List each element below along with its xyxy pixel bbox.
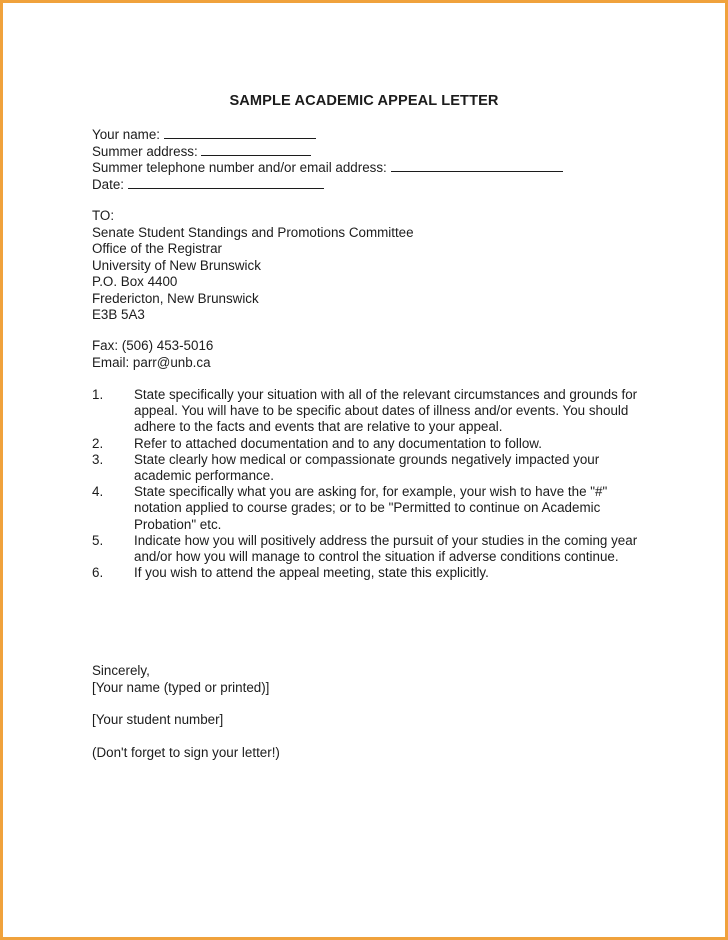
item-number: 3.	[92, 451, 104, 467]
letter-closing	[92, 663, 280, 761]
item-text: If you wish to attend the appeal meeting, state this explicitly.	[134, 565, 489, 581]
fax-number: Fax: (506) 453-5016	[92, 338, 214, 353]
item-text: State specifically what you are asking for, for example, your wish to have the "#" notation applied to course grades; or to be "Permitted to continue on Academic Probation" etc.	[134, 484, 608, 532]
field-summer-address	[92, 144, 563, 161]
page-title: SAMPLE ACADEMIC APPEAL LETTER	[229, 93, 499, 109]
to-heading: TO:	[92, 208, 115, 223]
address-line: Fredericton, New Brunswick	[92, 290, 259, 306]
blank-line[interactable]	[391, 160, 563, 172]
recipient-address	[92, 208, 414, 324]
contact-info	[92, 338, 213, 371]
closing-student-number: [Your student number]	[92, 712, 224, 727]
spacer	[92, 729, 280, 745]
email-address: Email: parr@unb.ca	[92, 354, 211, 370]
field-date	[92, 177, 563, 194]
item-text: State clearly how medical or compassionate grounds negatively impacted your academic performance.	[134, 451, 600, 484]
list-item	[92, 533, 652, 565]
instruction-list	[92, 387, 652, 581]
list-item	[92, 484, 652, 533]
item-number: 4.	[92, 484, 104, 500]
item-text: Indicate how you will positively address the pursuit of your studies in the coming year and/or how you will manage to control the situation if adverse conditions continue.	[134, 532, 638, 565]
spacer	[92, 696, 280, 712]
field-summer-contact	[92, 160, 563, 177]
blank-line[interactable]	[201, 144, 311, 156]
closing-name: [Your name (typed or printed)]	[92, 679, 270, 695]
address-line: Senate Student Standings and Promotions Committee	[92, 224, 414, 240]
closing-sincerely: Sincerely,	[92, 663, 150, 678]
field-label: Summer telephone number and/or email address:	[92, 160, 387, 175]
field-label: Date:	[92, 176, 125, 192]
address-line: Office of the Registrar	[92, 241, 222, 256]
list-item	[92, 436, 652, 452]
applicant-fields	[92, 127, 563, 193]
field-your-name	[92, 127, 563, 144]
item-text: State specifically your situation with all of the relevant circumstances and grounds for appeal. You will have to be specific about dates of illness and/or events. You should adhere to the facts and events that are relative to your appeal.	[134, 387, 638, 435]
item-number: 5.	[92, 532, 104, 548]
address-line: P.O. Box 4400	[92, 274, 178, 289]
item-number: 1.	[92, 387, 104, 402]
closing-reminder: (Don't forget to sign your letter!)	[92, 744, 280, 760]
item-text: Refer to attached documentation and to any documentation to follow.	[134, 435, 542, 451]
blank-line[interactable]	[164, 127, 316, 139]
item-number: 2.	[92, 435, 104, 451]
list-item	[92, 387, 652, 436]
list-item	[92, 452, 652, 484]
list-item	[92, 565, 652, 581]
field-label: Summer address:	[92, 143, 198, 159]
address-line: E3B 5A3	[92, 307, 145, 322]
field-label: Your name:	[92, 127, 160, 142]
blank-line[interactable]	[128, 177, 324, 189]
address-line: University of New Brunswick	[92, 257, 261, 273]
item-number: 6.	[92, 565, 104, 581]
